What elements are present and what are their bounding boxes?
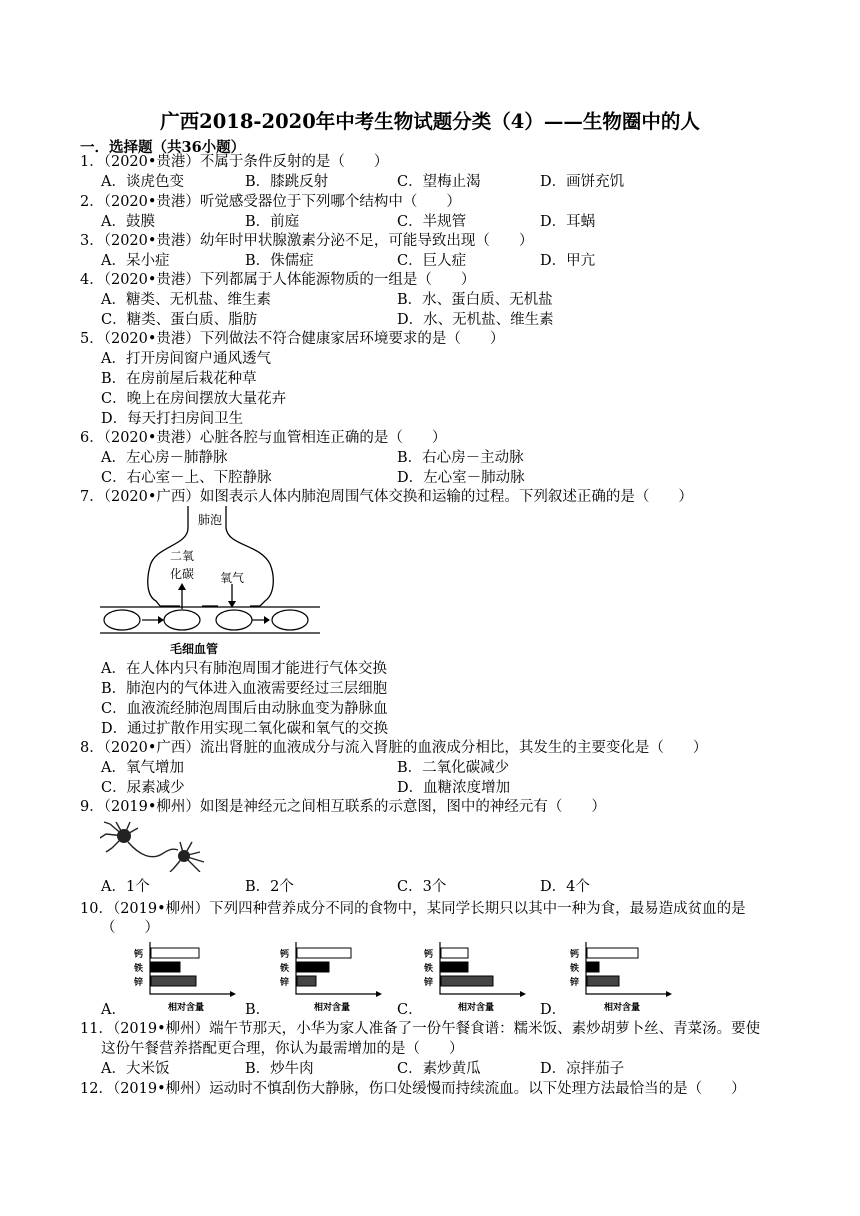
q10-chart-a [130,938,240,1014]
blood-cell-4 [272,610,308,630]
chart-axis-arrow [230,991,236,997]
question-1-option-c[interactable]: C．望梅止渴 [397,174,481,190]
chart-tick-label: 铁 [134,964,144,974]
question-9-stem: 9．（2019•柳州）如图是神经元之间相互联系的示意图，图中的神经元有（ ） [80,799,606,815]
question-4-option-a[interactable]: A．糖类、无机盐、维生素 [101,292,271,308]
flow-arrow-2 [264,616,270,624]
question-7-option-a[interactable]: A．在人体内只有肺泡周围才能进行气体交换 [101,661,387,677]
chart-axis-arrow [376,991,382,997]
q10-chart-d [566,938,676,1014]
question-1-stem: 1．（2020•贵港）不属于条件反射的是（ ） [80,154,389,170]
question-2-stem: 2．（2020•贵港）听觉感受器位于下列哪个结构中（ ） [80,194,461,210]
question-4-option-c[interactable]: C．糖类、蛋白质、脂肪 [101,312,258,328]
question-1-option-a[interactable]: A．谈虎色变 [101,174,184,190]
question-3-option-a[interactable]: A．呆小症 [101,253,170,269]
question-5-option-d[interactable]: D．每天打扫房间卫生 [101,411,244,427]
alveolus-label: 肺泡 [198,513,223,527]
co2-label-line2: 化碳 [170,567,195,581]
question-2-option-b[interactable]: B．前庭 [245,214,300,230]
question-6-option-d[interactable]: D．左心室－肺动脉 [397,470,525,486]
q10-chart-c [420,938,530,1014]
alveolus-gas-exchange-figure [100,506,320,658]
chart-tick-label: 钙 [424,950,434,960]
chart-axis-label: 相对含量 [168,1003,205,1013]
question-5-option-b[interactable]: B．在房前屋后栽花种草 [101,371,257,387]
co2-label-line1: 二氧 [170,549,195,563]
question-8-option-c[interactable]: C．尿素减少 [101,780,185,796]
chart-bar [587,976,619,986]
page-title: 广西2018-2020年中考生物试题分类（4）——生物圈中的人 [160,110,700,133]
question-1-option-d[interactable]: D．画饼充饥 [540,174,625,190]
question-8-stem: 8．（2020•广西）流出肾脏的血液成分与流入肾脏的血液成分相比，其发生的主要变化是（ ） [80,740,708,756]
chart-bar [587,948,638,958]
chart-tick-label: 铁 [570,964,580,974]
question-10-stem-line2: （ ） [101,920,159,936]
chart-bar [151,948,199,958]
question-9-option-c[interactable]: C．3个 [397,879,447,895]
blood-cell-2 [164,610,200,630]
chart-tick-label: 锌 [134,978,144,988]
chart-bar [441,962,468,972]
question-11-option-c[interactable]: C．素炒黄瓜 [397,1061,481,1077]
chart-bar [297,962,329,972]
chart-bar [151,976,196,986]
chart-bar [441,976,493,986]
chart-tick-label: 铁 [424,964,434,974]
chart-bar [297,948,351,958]
question-5-option-a[interactable]: A．打开房间窗户通风透气 [101,351,271,367]
chart-tick-label: 铁 [280,964,290,974]
question-11-option-b[interactable]: B．炒牛肉 [245,1061,314,1077]
axon [128,842,178,857]
question-9-option-a[interactable]: A．1个 [101,879,150,895]
question-5-option-c[interactable]: C．晚上在房间摆放大量花卉 [101,391,287,407]
question-6-option-c[interactable]: C．右心室－上、下腔静脉 [101,470,272,486]
question-8-option-d[interactable]: D．血糖浓度增加 [397,780,511,796]
chart-axis-arrow [666,991,672,997]
chart-tick-label: 锌 [570,978,580,988]
question-11-option-a[interactable]: A．大米饭 [101,1061,170,1077]
question-9-option-b[interactable]: B．2个 [245,879,294,895]
question-4-option-d[interactable]: D．水、无机盐、维生素 [397,312,554,328]
blood-cell-3 [216,610,252,630]
chart-tick-label: 钙 [280,950,290,960]
blood-cell-1 [104,610,140,630]
question-3-option-d[interactable]: D．甲亢 [540,253,596,269]
question-4-option-b[interactable]: B．水、蛋白质、无机盐 [397,292,553,308]
chart-bar [587,962,599,972]
question-7-stem: 7．（2020•广西）如图表示人体内肺泡周围气体交换和运输的过程。下列叙述正确的是（ ） [80,489,693,505]
question-8-option-a[interactable]: A．氧气增加 [101,760,184,776]
question-6-option-a[interactable]: A．左心房－肺静脉 [101,450,228,466]
question-3-option-b[interactable]: B．侏儒症 [245,253,314,269]
question-1-option-b[interactable]: B．膝跳反射 [245,174,329,190]
question-4-stem: 4．（2020•贵港）下列都属于人体能源物质的一组是（ ） [80,272,476,288]
chart-tick-label: 锌 [424,978,434,988]
co2-arrow [178,583,186,590]
question-10-option-a[interactable]: A． [101,1002,126,1018]
o2-label: 氧气 [220,571,245,585]
question-9-option-d[interactable]: D．4个 [540,879,590,895]
question-11-stem-line1: 11．（2019•柳州）端午节那天，小华为家人准备了一份午餐食谱：糯米饭、素炒胡萝卜丝、青菜汤。要使 [80,1021,761,1037]
chart-bar [441,948,468,958]
question-12-stem: 12．（2019•柳州）运动时不慎刮伤大静脉，伤口处缓慢而持续流血。以下处理方法最恰当的是（ ） [80,1081,746,1097]
chart-bar [297,976,316,986]
chart-tick-label: 锌 [280,978,290,988]
question-10-option-c[interactable]: C． [397,1002,423,1018]
chart-bar [151,962,180,972]
question-6-option-b[interactable]: B．右心房－主动脉 [397,450,524,466]
chart-tick-label: 钙 [134,950,144,960]
question-7-option-c[interactable]: C．血液流经肺泡周围后由动脉血变为静脉血 [101,701,388,717]
question-2-option-d[interactable]: D．耳蜗 [540,214,596,230]
chart-axis-arrow [520,991,526,997]
question-10-stem-line1: 10．（2019•柳州）下列四种营养成分不同的食物中，某同学长期只以其中一种为食，最易造成贫血的是 [80,901,746,917]
question-5-stem: 5．（2020•贵港）下列做法不符合健康家居环境要求的是（ ） [80,331,505,347]
q10-chart-b [276,938,386,1014]
chart-axis-label: 相对含量 [604,1003,641,1013]
question-7-option-b[interactable]: B．肺泡内的气体进入血液需要经过三层细胞 [101,681,388,697]
question-11-option-d[interactable]: D．凉拌茄子 [540,1061,625,1077]
question-3-stem: 3．（2020•贵港）幼年时甲状腺激素分泌不足，可能导致出现（ ） [80,233,534,249]
question-2-option-a[interactable]: A．鼓膜 [101,214,155,230]
question-10-option-d[interactable]: D． [540,1002,567,1018]
question-3-option-c[interactable]: C．巨人症 [397,253,467,269]
question-6-stem: 6．（2020•贵港）心脏各腔与血管相连正确的是（ ） [80,430,447,446]
section-heading: 一．选择题（共36小题） [80,139,246,156]
question-8-option-b[interactable]: B．二氧化碳减少 [397,760,510,776]
chart-tick-label: 钙 [570,950,580,960]
flow-arrow-1 [158,616,164,624]
question-11-stem-line2: 这份午餐营养搭配更合理，你认为最需增加的是（ ） [101,1041,464,1057]
neuron-figure [100,820,210,872]
chart-axis-label: 相对含量 [314,1003,351,1013]
chart-axis-label: 相对含量 [458,1003,495,1013]
capillary-label: 毛细血管 [170,642,219,656]
question-2-option-c[interactable]: C．半规管 [397,214,467,230]
question-10-option-b[interactable]: B． [245,1002,271,1018]
question-7-option-d[interactable]: D．通过扩散作用实现二氧化碳和氧气的交换 [101,721,389,737]
